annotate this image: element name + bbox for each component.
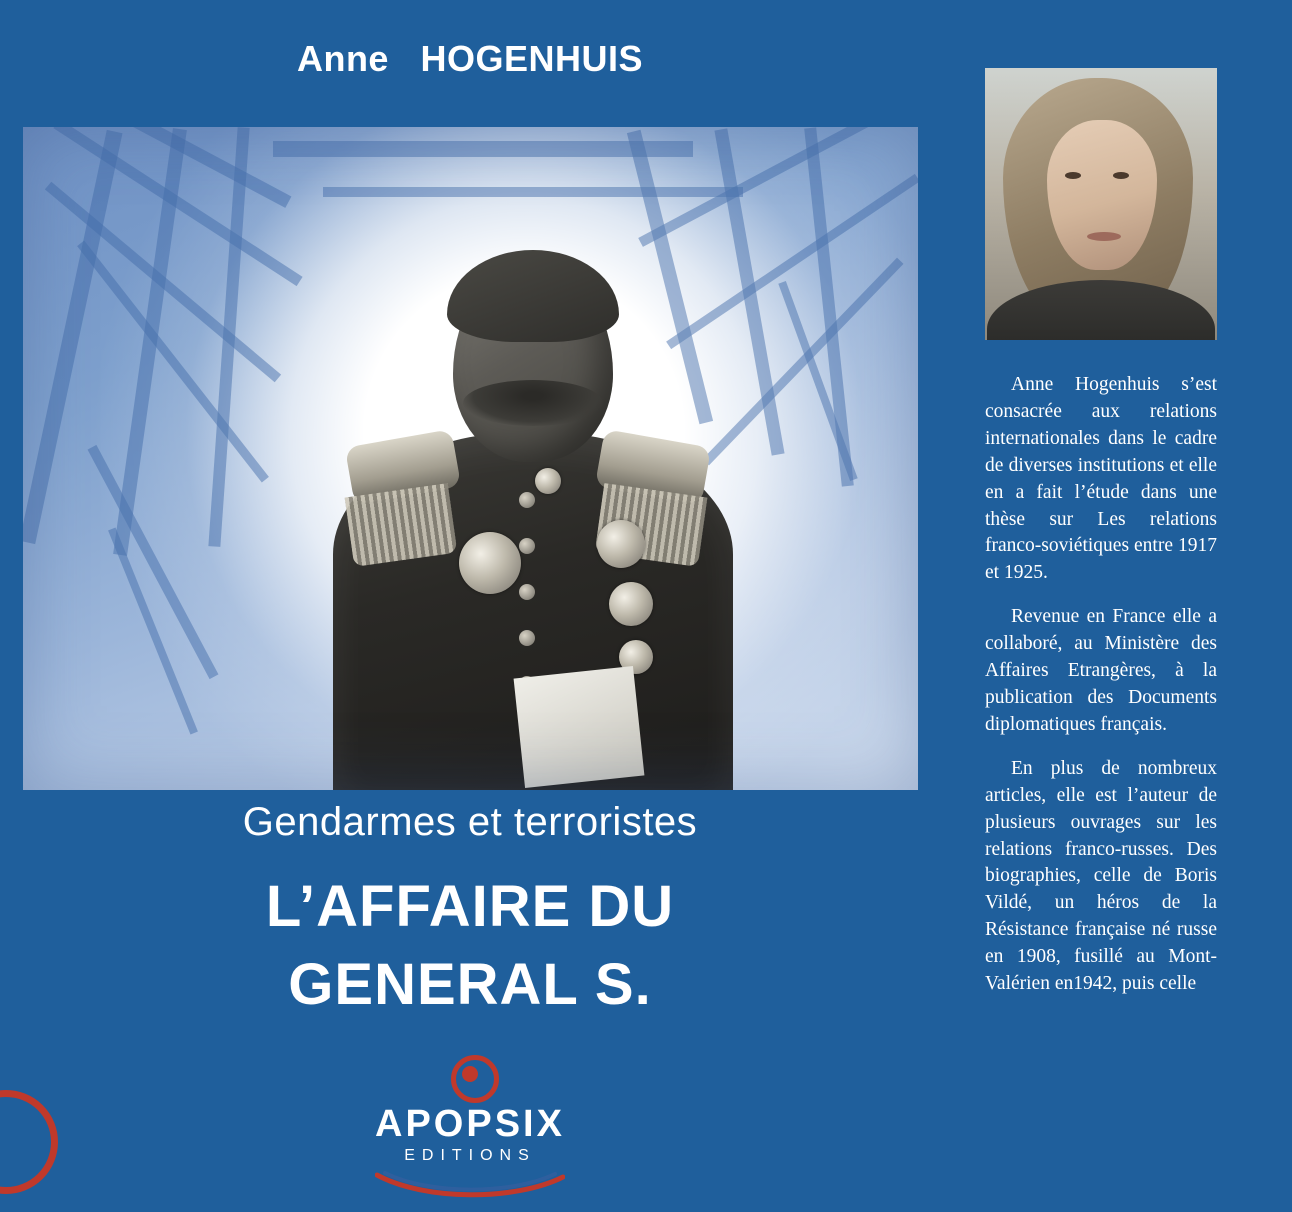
author-last-name: HOGENHUIS (420, 38, 644, 79)
publisher-tagline: EDITIONS (404, 1146, 536, 1164)
book-title (0, 868, 940, 1025)
book-title-line-1: L’AFFAIRE DU (265, 874, 675, 939)
author-name (0, 38, 940, 80)
bio-paragraph: Revenue en France elle a collaboré, au Ministère des Affaires Etrangères, à la publication des Documents diplomatiques français. (985, 606, 1217, 735)
author-biography (985, 372, 1217, 1015)
art-vignette (23, 127, 918, 790)
cover-illustration (23, 127, 918, 790)
author-photo (985, 68, 1217, 340)
swoosh-icon (375, 1171, 565, 1201)
publisher-logo (0, 1055, 940, 1206)
book-title-line-2: GENERAL S. (288, 952, 652, 1018)
bio-paragraph: En plus de nombreux articles, elle est l’auteur de plusieurs ouvrages sur les relations franco-russes. Des biographies, celle de Boris Vildé, un héros de la Résistance française né russe en 1908, fusillé au Mont-Valérien en1942, puis celle (985, 757, 1217, 995)
publisher-name: APOPSIX (375, 1103, 565, 1145)
author-first-name: Anne (296, 38, 389, 79)
circle-dot-logo-icon (447, 1055, 493, 1101)
back-cover-panel (940, 0, 1292, 1212)
bio-paragraph: Anne Hogenhuis s’est consacrée aux relations internationales dans le cadre de diverses institutions et elle en a fait l’étude dans une thèse sur Les relations franco-soviétiques entre 1917 et 1925. (985, 374, 1217, 584)
book-subtitle: Gendarmes et terroristes (242, 800, 698, 844)
